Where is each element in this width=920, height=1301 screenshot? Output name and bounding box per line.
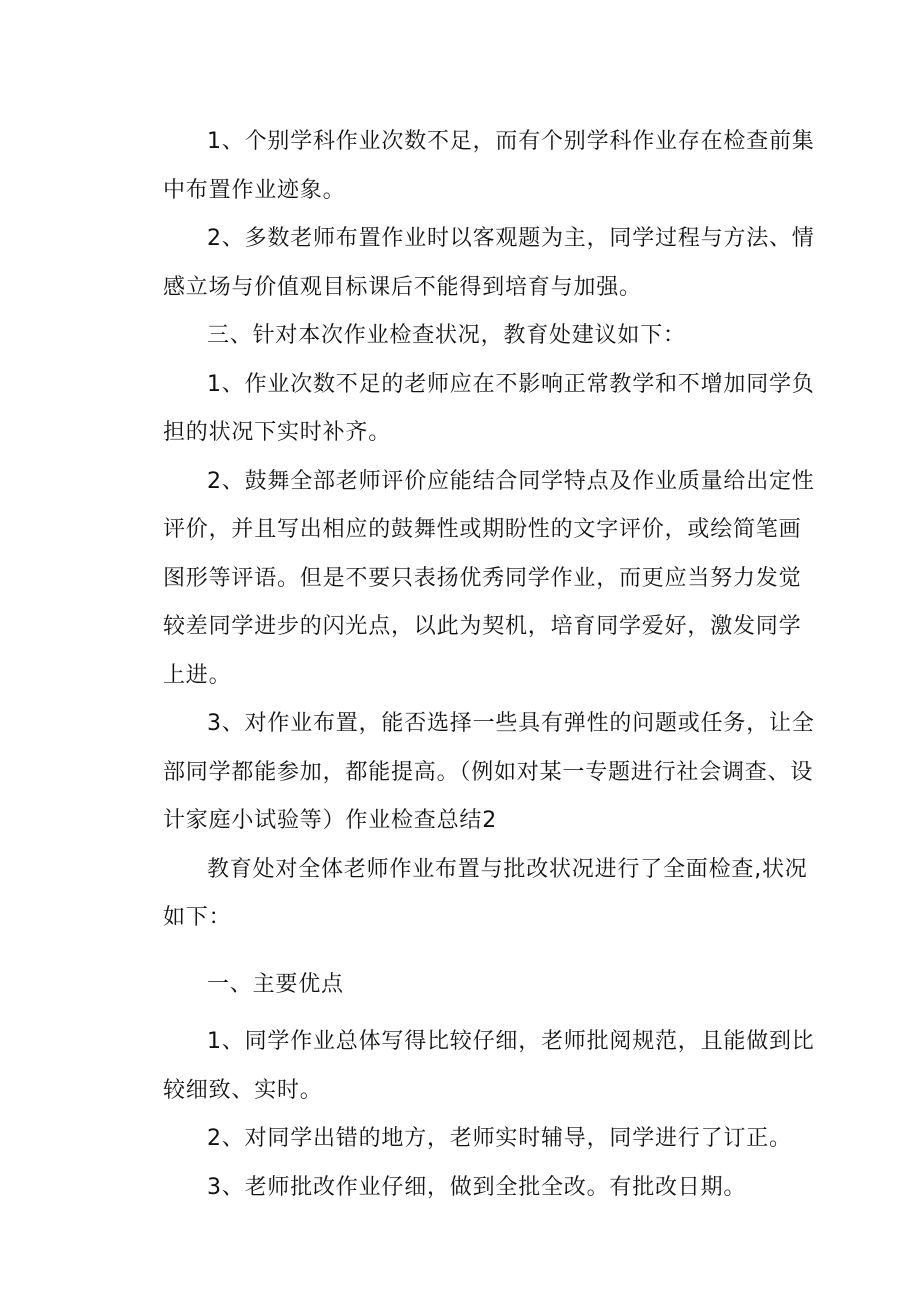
paragraph-9: 1、同学作业总体写得比较仔细，老师批阅规范，且能做到比较细致、实时。 <box>163 1029 815 1103</box>
document-body <box>163 118 823 1212</box>
paragraph-1: 1、个别学科作业次数不足，而有个别学科作业存在检查前集中布置作业迹象。 <box>163 129 815 203</box>
section-heading-3: 三、针对本次作业检查状况，教育处建议如下： <box>207 323 686 348</box>
paragraph-7: 教育处对全体老师作业布置与批改状况进行了全面检查,状况如下： <box>163 856 808 930</box>
paragraph-4: 1、作业次数不足的老师应在不影响正常教学和不增加同学负担的状况下实时补齐。 <box>163 371 815 445</box>
paragraph-6: 3、对作业布置，能否选择一些具有弹性的问题或任务，让全部同学都能参加，都能提高。（例如对某一专题进行社会调查、设计家庭小试验等）作业检查总结2 <box>163 711 815 833</box>
paragraph-11: 3、老师批改作业仔细，做到全批全改。有批改日期。 <box>207 1174 747 1200</box>
paragraph-2: 2、多数老师布置作业时以客观题为主，同学过程与方法、情感立场与价值观目标课后不能得到培育与加强。 <box>163 226 815 300</box>
section-heading-8: 一、主要优点 <box>207 971 344 997</box>
paragraph-10: 2、对同学出错的地方，老师实时辅导，同学进行了订正。 <box>207 1126 792 1151</box>
paragraph-5: 2、鼓舞全部老师评价应能结合同学特点及作业质量给出定性评价，并且写出相应的鼓舞性或期盼性的文字评价，或绘简笔画图形等评语。但是不要只表扬优秀同学作业，而更应当努力发觉较差同学进步的闪光点，以此为契机，培育同学爱好，激发同学上进。 <box>163 468 815 688</box>
